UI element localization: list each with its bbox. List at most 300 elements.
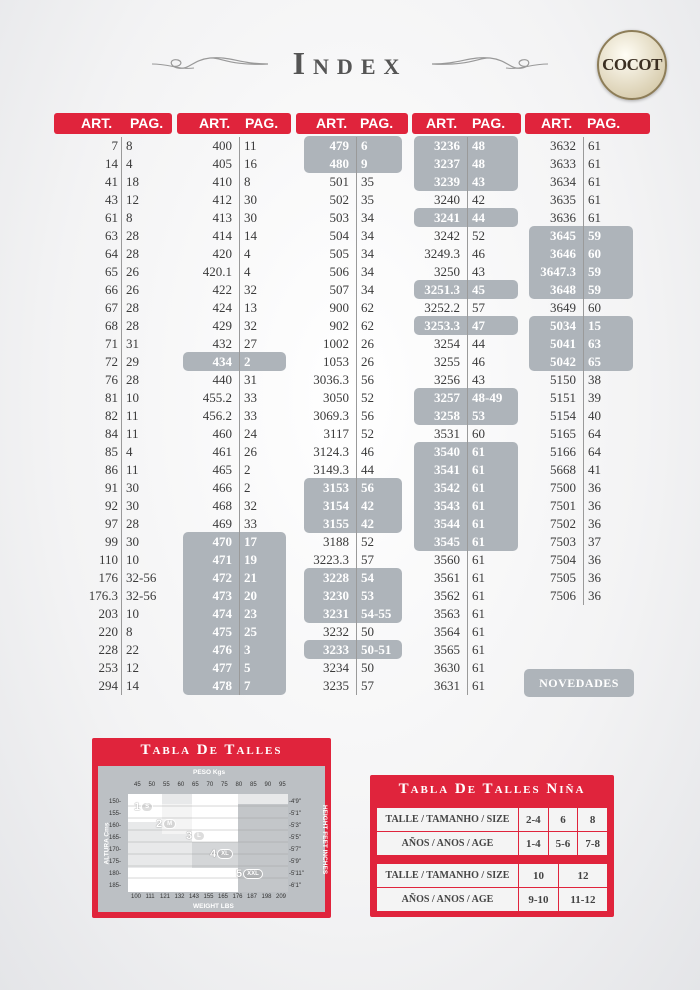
article-number: 1053 — [323, 354, 349, 369]
article-number: 400 — [212, 138, 232, 153]
age-value: 1-4 — [519, 832, 549, 856]
article-number: 3235 — [323, 678, 349, 693]
article-number: 7 — [111, 138, 118, 153]
age-value: 9-10 — [519, 888, 559, 912]
article-number: 85 — [105, 444, 118, 459]
article-number: 294 — [98, 678, 118, 693]
column-separator — [356, 137, 357, 695]
page-number: 46 — [472, 354, 485, 369]
page-number: 64 — [588, 444, 601, 459]
article-number: 3630 — [434, 660, 460, 675]
tick-label: 165- — [109, 835, 122, 841]
page-number: 46 — [472, 246, 485, 261]
page-number: 44 — [472, 210, 485, 225]
article-number: 413 — [212, 210, 232, 225]
tick-label: 143 — [189, 894, 200, 900]
article-number: 3256 — [434, 372, 460, 387]
tick-label: 198 — [261, 894, 272, 900]
article-number: 7502 — [550, 516, 576, 531]
article-number: 64 — [105, 246, 118, 261]
table-row — [377, 832, 608, 856]
tick-label: 90 — [264, 782, 272, 788]
tick-label: 176 — [232, 894, 243, 900]
page-number: 42 — [361, 498, 374, 513]
page-number: 61 — [472, 534, 485, 549]
article-number: 503 — [329, 210, 349, 225]
article-number: 3228 — [323, 570, 349, 585]
page-number: 34 — [361, 228, 374, 243]
article-number: 3631 — [434, 678, 460, 693]
page-number: 60 — [472, 426, 485, 441]
page-number: 28 — [126, 516, 139, 531]
article-number: 5150 — [550, 372, 576, 387]
article-number: 5166 — [550, 444, 576, 459]
logo-text: COCOT — [602, 55, 662, 74]
page-number: 8 — [126, 138, 133, 153]
size-code: XL — [217, 849, 233, 859]
pag-header: PAG. — [360, 115, 394, 131]
article-number: 3239 — [434, 174, 460, 189]
article-number: 3542 — [434, 480, 460, 495]
article-number: 424 — [212, 300, 232, 315]
article-number: 68 — [105, 318, 118, 333]
article-number: 7505 — [550, 570, 576, 585]
article-number: 420 — [212, 246, 232, 261]
article-number: 504 — [329, 228, 349, 243]
page-number: 36 — [588, 588, 601, 603]
article-number: 469 — [212, 516, 232, 531]
article-number: 3188 — [323, 534, 349, 549]
tick-label: 150- — [109, 799, 122, 805]
size-marker — [186, 830, 205, 842]
article-number: 3251.3 — [424, 282, 460, 297]
article-number: 3236 — [434, 138, 460, 153]
article-number: 82 — [105, 408, 118, 423]
article-number: 7504 — [550, 552, 576, 567]
article-number: 86 — [105, 462, 118, 477]
page-number: 12 — [126, 192, 139, 207]
page-number: 34 — [361, 282, 374, 297]
tick-label: 132 — [174, 894, 185, 900]
size-label: TALLE / TAMANHO / SIZE — [377, 864, 519, 888]
page-number: 36 — [588, 516, 601, 531]
age-label: AÑOS / ANOS / AGE — [377, 888, 519, 912]
art-header: ART. — [199, 115, 231, 131]
page-number: 61 — [472, 588, 485, 603]
page-number: 21 — [244, 570, 257, 585]
size-chart-title: Tabla De Talles — [140, 742, 283, 758]
tick-label: 111 — [145, 894, 155, 900]
tick-label: -5'3" — [289, 823, 301, 829]
page-number: 28 — [126, 300, 139, 315]
page-number: 8 — [126, 210, 133, 225]
article-number: 110 — [98, 552, 118, 567]
page-number: 9 — [361, 156, 368, 171]
page-number: 60 — [588, 300, 601, 315]
page-number: 5 — [244, 660, 251, 675]
article-number: 3632 — [550, 138, 576, 153]
article-number: 470 — [212, 534, 232, 549]
page-number: 3 — [244, 642, 251, 657]
tick-label: 50 — [148, 782, 156, 788]
article-number: 203 — [98, 606, 118, 621]
page-number: 61 — [588, 192, 601, 207]
page-number: 26 — [361, 336, 374, 351]
tick-label: 121 — [160, 894, 171, 900]
page-number: 43 — [472, 372, 485, 387]
page-number: 47 — [472, 318, 485, 333]
page-number: 61 — [472, 516, 485, 531]
article-number: 507 — [329, 282, 349, 297]
article-number: 3234 — [323, 660, 349, 675]
pag-header: PAG. — [245, 115, 279, 131]
article-number: 3545 — [434, 534, 460, 549]
article-number: 3149.3 — [313, 462, 349, 477]
novedades-badge: NOVEDADES — [524, 669, 634, 697]
page-number: 52 — [361, 390, 374, 405]
article-number: 900 — [329, 300, 349, 315]
page-number: 28 — [126, 228, 139, 243]
article-number: 3154 — [323, 498, 349, 513]
kids-size-table-1 — [376, 807, 608, 856]
age-value: 5-6 — [548, 832, 578, 856]
page-number: 4 — [126, 444, 133, 459]
column-header-1 — [54, 113, 172, 134]
tick-label: -5'5" — [289, 835, 301, 841]
art-header: ART. — [81, 115, 113, 131]
page-number: 26 — [126, 264, 139, 279]
article-number: 3531 — [434, 426, 460, 441]
size-code: S — [141, 802, 153, 812]
page-number: 41 — [588, 462, 601, 477]
page-number: 60 — [588, 246, 601, 261]
article-number: 3543 — [434, 498, 460, 513]
tick-label: 185- — [109, 883, 122, 889]
page-number: 16 — [244, 156, 257, 171]
size-value: 10 — [519, 864, 559, 888]
size-chart — [98, 766, 329, 912]
article-number: 3069.3 — [313, 408, 349, 423]
article-number: 176 — [98, 570, 118, 585]
article-number: 71 — [105, 336, 118, 351]
article-number: 3563 — [434, 606, 460, 621]
column-header-2 — [177, 113, 291, 134]
article-number: 99 — [105, 534, 118, 549]
page-number: 36 — [588, 570, 601, 585]
page-number: 28 — [126, 318, 139, 333]
column-separator — [583, 137, 584, 605]
article-number: 476 — [212, 642, 232, 657]
size-number: 1 — [134, 801, 141, 813]
article-number: 3050 — [323, 390, 349, 405]
article-number: 456.2 — [202, 408, 232, 423]
article-number: 3232 — [323, 624, 349, 639]
size-value: 2-4 — [519, 808, 549, 832]
size-value: 12 — [558, 864, 607, 888]
page-number: 43 — [472, 264, 485, 279]
size-code: L — [193, 831, 205, 841]
page-number: 61 — [588, 156, 601, 171]
page-number: 54-55 — [361, 606, 392, 621]
page-number: 53 — [472, 408, 485, 423]
page-number: 50-51 — [361, 642, 392, 657]
page-number: 26 — [244, 444, 257, 459]
article-number: 479 — [329, 138, 349, 153]
page-number: 30 — [126, 480, 139, 495]
page-number: 38 — [588, 372, 601, 387]
article-number: 422 — [212, 282, 232, 297]
article-number: 3241 — [434, 210, 460, 225]
page-number: 4 — [244, 264, 251, 279]
article-number: 474 — [212, 606, 232, 621]
article-number: 3036.3 — [313, 372, 349, 387]
article-number: 3254 — [434, 336, 460, 351]
page-number: 44 — [361, 462, 374, 477]
age-label: AÑOS / ANOS / AGE — [377, 832, 519, 856]
article-number: 176.3 — [88, 588, 118, 603]
page-number: 13 — [244, 300, 257, 315]
article-number: 3647.3 — [540, 264, 576, 279]
article-number: 420.1 — [202, 264, 232, 279]
page-number: 52 — [361, 534, 374, 549]
article-number: 478 — [212, 678, 232, 693]
size-code: XXL — [243, 869, 263, 879]
kids-size-title: Tabla De Talles Niña — [398, 781, 586, 797]
article-number: 3634 — [550, 174, 576, 189]
art-header: ART. — [316, 115, 348, 131]
pag-header: PAG. — [587, 115, 621, 131]
article-number: 81 — [105, 390, 118, 405]
article-number: 3636 — [550, 210, 576, 225]
size-marker — [236, 868, 263, 880]
table-row — [377, 808, 608, 832]
art-header: ART. — [426, 115, 458, 131]
tick-label: 95 — [279, 782, 286, 788]
page-number: 61 — [472, 660, 485, 675]
page-number: 61 — [588, 210, 601, 225]
table-row — [377, 888, 608, 912]
article-number: 1002 — [323, 336, 349, 351]
page-number: 33 — [244, 408, 257, 423]
size-number: 2 — [156, 818, 163, 830]
height-axis-label: ALTURA Cms — [103, 822, 111, 865]
article-number: 468 — [212, 498, 232, 513]
article-number: 5151 — [550, 390, 576, 405]
article-number: 228 — [98, 642, 118, 657]
page-number: 59 — [588, 264, 601, 279]
brand-logo — [597, 30, 667, 100]
tick-label: 187 — [247, 894, 258, 900]
article-number: 65 — [105, 264, 118, 279]
article-number: 414 — [212, 228, 232, 243]
page-number: 30 — [126, 498, 139, 513]
page-number: 65 — [588, 354, 601, 369]
page-number: 30 — [244, 210, 257, 225]
page-number: 22 — [126, 642, 139, 657]
page-number: 45 — [472, 282, 485, 297]
article-number: 3635 — [550, 192, 576, 207]
page-number: 32 — [244, 282, 257, 297]
column-header-4 — [412, 113, 521, 134]
article-number: 472 — [212, 570, 232, 585]
article-number: 3117 — [323, 426, 349, 441]
article-number: 91 — [105, 480, 118, 495]
article-number: 43 — [105, 192, 118, 207]
article-number: 3258 — [434, 408, 460, 423]
tick-label: 55 — [163, 782, 170, 788]
article-number: 5042 — [550, 354, 576, 369]
art-header: ART. — [541, 115, 573, 131]
page-number: 17 — [244, 534, 257, 549]
page-title: Index — [292, 45, 408, 81]
article-number: 72 — [105, 354, 118, 369]
page-number: 56 — [361, 408, 374, 423]
page-number: 61 — [472, 642, 485, 657]
page-number: 37 — [588, 534, 601, 549]
pag-header: PAG. — [130, 115, 164, 131]
article-number: 505 — [329, 246, 349, 261]
tick-label: 165 — [218, 894, 229, 900]
page-number: 46 — [361, 444, 374, 459]
article-number: 3565 — [434, 642, 460, 657]
page-number: 24 — [244, 426, 257, 441]
page-number: 35 — [361, 192, 374, 207]
page-number: 31 — [126, 336, 139, 351]
article-number: 3648 — [550, 282, 576, 297]
page-number: 25 — [244, 624, 257, 639]
size-marker — [134, 801, 153, 813]
page-number: 27 — [244, 336, 257, 351]
article-number: 5165 — [550, 426, 576, 441]
page-number: 32-56 — [126, 570, 157, 585]
page-number: 8 — [244, 174, 251, 189]
tick-label: 65 — [192, 782, 199, 788]
article-number: 434 — [212, 354, 232, 369]
article-number: 3633 — [550, 156, 576, 171]
page-number: 42 — [361, 516, 374, 531]
article-number: 3253.3 — [424, 318, 460, 333]
tick-label: 60 — [177, 782, 185, 788]
article-number: 253 — [98, 660, 118, 675]
article-number: 3240 — [434, 192, 460, 207]
page-number: 57 — [361, 678, 374, 693]
article-number: 3230 — [323, 588, 349, 603]
article-number: 5041 — [550, 336, 576, 351]
page-number: 14 — [126, 678, 139, 693]
article-number: 501 — [329, 174, 349, 189]
tick-label: 155 — [203, 894, 214, 900]
age-value: 11-12 — [558, 888, 607, 912]
tick-label: 80 — [235, 782, 243, 788]
article-number: 440 — [212, 372, 232, 387]
page-number: 61 — [472, 606, 485, 621]
column-header-5 — [525, 113, 650, 134]
page-number: 18 — [126, 174, 139, 189]
article-number: 3646 — [550, 246, 576, 261]
tick-label: 175- — [109, 859, 122, 865]
page-number: 39 — [588, 390, 601, 405]
article-number: 3242 — [434, 228, 460, 243]
article-number: 502 — [329, 192, 349, 207]
article-number: 220 — [98, 624, 118, 639]
page-number: 11 — [126, 426, 139, 441]
page-number: 20 — [244, 588, 257, 603]
page-number: 11 — [244, 138, 257, 153]
article-number: 506 — [329, 264, 349, 279]
page-number: 48 — [472, 138, 485, 153]
page-number: 50 — [361, 624, 374, 639]
size-value: 8 — [578, 808, 608, 832]
page-number: 56 — [361, 372, 374, 387]
page-number: 36 — [588, 552, 601, 567]
tick-label: 70 — [206, 782, 214, 788]
article-number: 41 — [105, 174, 118, 189]
page-number: 7 — [244, 678, 251, 693]
article-number: 3237 — [434, 156, 460, 171]
column-separator — [467, 137, 468, 695]
article-number: 3649 — [550, 300, 576, 315]
right-flourish — [430, 52, 550, 76]
article-number: 412 — [212, 192, 232, 207]
page-number: 48 — [472, 156, 485, 171]
page-number: 33 — [244, 390, 257, 405]
page-number: 34 — [361, 210, 374, 225]
tick-label: -4'9" — [289, 799, 301, 805]
page-number: 61 — [472, 444, 485, 459]
page-number: 6 — [361, 138, 368, 153]
article-number: 5154 — [550, 408, 576, 423]
size-code: M — [163, 819, 176, 829]
article-number: 461 — [212, 444, 232, 459]
page-number: 52 — [361, 426, 374, 441]
article-number: 3541 — [434, 462, 460, 477]
page-number: 61 — [472, 498, 485, 513]
page-number: 32 — [244, 498, 257, 513]
size-number: 5 — [236, 868, 243, 880]
article-number: 3233 — [323, 642, 349, 657]
page-number: 52 — [472, 228, 485, 243]
tick-label: -5'9" — [289, 859, 301, 865]
article-number: 477 — [212, 660, 232, 675]
size-marker — [210, 848, 233, 860]
article-number: 466 — [212, 480, 232, 495]
article-number: 7503 — [550, 534, 576, 549]
article-number: 3562 — [434, 588, 460, 603]
size-value: 6 — [548, 808, 578, 832]
article-number: 3249.3 — [424, 246, 460, 261]
article-number: 455.2 — [202, 390, 232, 405]
page-number: 23 — [244, 606, 257, 621]
article-number: 3560 — [434, 552, 460, 567]
article-number: 3561 — [434, 570, 460, 585]
table-row — [377, 864, 608, 888]
article-number: 7500 — [550, 480, 576, 495]
article-number: 3255 — [434, 354, 460, 369]
article-number: 902 — [329, 318, 349, 333]
size-number: 4 — [210, 848, 217, 860]
feet-axis-label: HEIGHT FEET INCHES — [321, 804, 329, 875]
page-number: 28 — [126, 372, 139, 387]
page-number: 50 — [361, 660, 374, 675]
page-number: 26 — [126, 282, 139, 297]
page-number: 61 — [588, 174, 601, 189]
page-number: 44 — [472, 336, 485, 351]
page-number: 10 — [126, 606, 139, 621]
page-number: 32 — [244, 318, 257, 333]
page-number: 10 — [126, 390, 139, 405]
article-number: 3153 — [323, 480, 349, 495]
page-number: 30 — [126, 534, 139, 549]
